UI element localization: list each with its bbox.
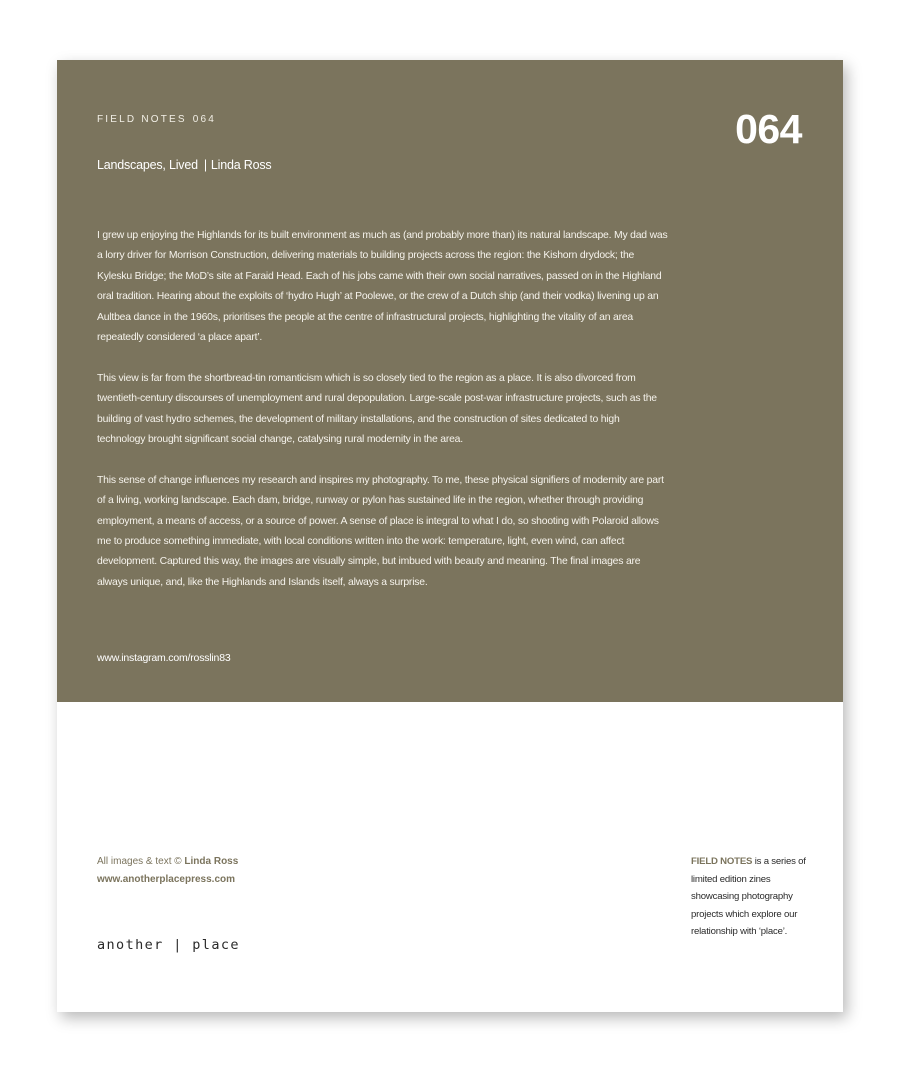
- series-number: 064: [192, 114, 217, 125]
- publisher-logo: another | place: [97, 937, 240, 953]
- series-label: [97, 114, 216, 125]
- page-title: [97, 158, 271, 172]
- series-name: FIELD NOTES: [97, 114, 187, 125]
- essay-paragraph: I grew up enjoying the Highlands for its built environment as much as (and probably more than) its natural landscape. My dad was a lorry driver for Morrison Construction, delivering materials to building projects across the region: the Kishorn drydock; the Kylesku Bridge; the MoD’s site at Faraid Head. Each of his jobs came with their own social narratives, passed on in the Highland oral tradition. Hearing about the exploits of ‘hydro Hugh’ at Poolewe, or the crew of a Dutch ship (and their vodka) livening up an Aultbea dance in the 1960s, prioritises the people at the centre of infrastructural projects, highlighting the vitality of an area repeatedly considered ‘a place apart’.: [97, 230, 668, 344]
- series-description-text: is a series of limited edition zines showcasing photography projects which explore our relationship with ‘place’.: [691, 856, 806, 938]
- essay-body: [97, 226, 669, 614]
- issue-number: 064: [735, 106, 802, 152]
- zine-back-cover: [57, 60, 843, 1012]
- title-text: Landscapes, Lived: [97, 158, 198, 172]
- copyright-line: [97, 853, 238, 871]
- series-description: [691, 853, 821, 941]
- title-separator: |: [203, 158, 207, 172]
- copyright-name: Linda Ross: [184, 856, 239, 867]
- text-panel: [57, 60, 843, 702]
- publisher-website-link[interactable]: www.anotherplacepress.com: [97, 874, 236, 885]
- credits-block: [97, 853, 238, 889]
- essay-paragraph: This view is far from the shortbread-tin romanticism which is so closely tied to the region as a place. It is also divorced from twentieth-century discourses of unemployment and rural depopulation. Large-scale post-war infrastructure projects, such as the building of vast hydro schemes, the development of military installations, and the construction of sites dedicated to high technology brought significant social change, catalysing rural modernity in the area.: [97, 372, 657, 446]
- essay-paragraph: This sense of change influences my research and inspires my photography. To me, these physical signifiers of modernity are part of a living, working landscape. Each dam, bridge, runway or pylon has sustained life in the region, whether through providing employment, a means of access, or a source of power. A sense of place is integral to what I do, so shooting with Polaroid allows me to produce something immediate, with local conditions written into the work: temperature, light, even wind, can affect development. Captured this way, the images are visually simple, but imbued with beauty and meaning. The final images are always unique, and, like the Highlands and Islands itself, always a surprise.: [97, 474, 664, 588]
- instagram-link[interactable]: www.instagram.com/rosslin83: [97, 652, 231, 664]
- series-description-name: FIELD NOTES: [691, 856, 753, 867]
- copyright-prefix: All images & text ©: [97, 856, 182, 867]
- author-name: Linda Ross: [210, 158, 272, 172]
